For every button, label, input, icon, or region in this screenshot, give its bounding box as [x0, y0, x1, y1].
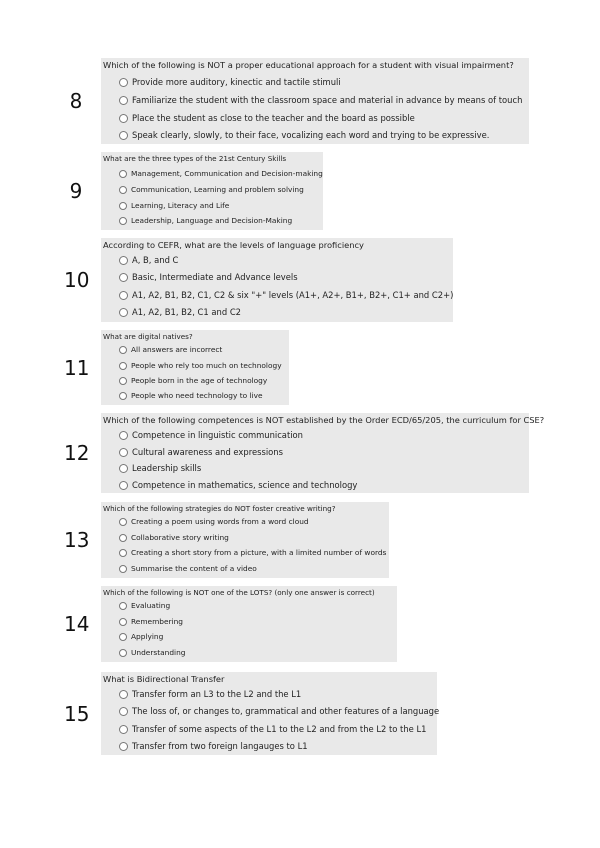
question-number: 10 [64, 268, 90, 292]
question-box [101, 238, 453, 322]
question-box [101, 58, 529, 144]
answer-option[interactable] [119, 272, 298, 282]
answer-option[interactable] [119, 741, 308, 751]
answer-option[interactable] [119, 95, 522, 105]
answer-option-label: Collaborative story writing [131, 533, 229, 542]
answer-option[interactable] [119, 617, 183, 626]
answer-option[interactable] [119, 201, 229, 210]
question-number: 13 [64, 528, 90, 552]
answer-option-label: Familiarize the student with the classroom space and material in advance by means of touch [132, 95, 523, 105]
radio-button-icon[interactable] [119, 392, 127, 400]
answer-option-label: Management, Communication and Decision-making [131, 169, 323, 178]
radio-button-icon[interactable] [119, 690, 128, 699]
answer-option[interactable] [119, 724, 426, 734]
radio-button-icon[interactable] [119, 217, 127, 225]
answer-option-label: Competence in mathematics, science and technology [132, 480, 358, 490]
answer-option[interactable] [119, 376, 267, 385]
question-box [101, 672, 440, 755]
answer-option[interactable] [119, 290, 453, 300]
question-box [101, 502, 389, 578]
answer-option-label: Summarise the content of a video [131, 564, 257, 573]
radio-button-icon[interactable] [119, 518, 127, 526]
answer-option[interactable] [119, 113, 415, 123]
radio-button-icon[interactable] [119, 256, 128, 265]
answer-option-label: People who need technology to live [131, 391, 263, 400]
radio-button-icon[interactable] [119, 170, 127, 178]
question-prompt: Which of the following is NOT one of the LOTS? (only one answer is correct) [103, 588, 375, 597]
radio-button-icon[interactable] [119, 464, 128, 473]
answer-option[interactable] [119, 77, 341, 87]
answer-option-label: Applying [131, 632, 164, 641]
answer-option[interactable] [119, 564, 257, 573]
answer-option-label: Cultural awareness and expressions [132, 447, 283, 457]
radio-button-icon[interactable] [119, 114, 128, 123]
radio-button-icon[interactable] [119, 273, 128, 282]
question-box [101, 152, 323, 230]
answer-option[interactable] [119, 480, 357, 490]
answer-option[interactable] [119, 533, 229, 542]
answer-option-label: Understanding [131, 648, 186, 657]
answer-option[interactable] [119, 345, 222, 354]
answer-option-label: Creating a short story from a picture, with a limited number of words [131, 548, 387, 557]
radio-button-icon[interactable] [119, 565, 127, 573]
answer-option-label: Competence in linguistic communication [132, 430, 303, 440]
answer-option[interactable] [119, 632, 163, 641]
question-prompt: What are digital natives? [103, 332, 193, 341]
answer-option-label: Place the student as close to the teacher and the board as possible [132, 113, 415, 123]
answer-option-label: Leadership, Language and Decision-Making [131, 216, 293, 225]
radio-button-icon[interactable] [119, 725, 128, 734]
radio-button-icon[interactable] [119, 291, 128, 300]
answer-option-label: Transfer of some aspects of the L1 to the L2 and from the L2 to the L1 [132, 724, 427, 734]
radio-button-icon[interactable] [119, 346, 127, 354]
question-box [101, 330, 289, 405]
question-number: 14 [64, 612, 90, 636]
answer-option-label: Evaluating [131, 601, 171, 610]
question-number: 9 [69, 179, 83, 203]
question-prompt: Which of the following strategies do NOT foster creative writing? [103, 504, 336, 513]
answer-option[interactable] [119, 706, 439, 716]
answer-option-label: A1, A2, B1, B2, C1 and C2 [132, 307, 241, 317]
question-number: 8 [69, 89, 83, 113]
answer-option[interactable] [119, 601, 170, 610]
answer-option-label: A1, A2, B1, B2, C1, C2 & six "+" levels (A1+, A2+, B1+, B2+, C1+ and C2+) [132, 290, 454, 300]
answer-option[interactable] [119, 185, 304, 194]
answer-option-label: People born in the age of technology [131, 376, 268, 385]
answer-option-label: The loss of, or changes to, grammatical and other features of a language [132, 706, 440, 716]
radio-button-icon[interactable] [119, 308, 128, 317]
radio-button-icon[interactable] [119, 362, 127, 370]
question-prompt: What are the three types of the 21st Century Skills [103, 154, 287, 163]
answer-option[interactable] [119, 430, 303, 440]
radio-button-icon[interactable] [119, 96, 128, 105]
radio-button-icon[interactable] [119, 377, 127, 385]
question-number: 15 [64, 701, 90, 726]
radio-button-icon[interactable] [119, 549, 127, 557]
radio-button-icon[interactable] [119, 618, 127, 626]
answer-option[interactable] [119, 361, 282, 370]
answer-option[interactable] [119, 463, 201, 473]
radio-button-icon[interactable] [119, 707, 128, 716]
question-number: 11 [64, 355, 90, 380]
answer-option[interactable] [119, 255, 178, 265]
radio-button-icon[interactable] [119, 78, 128, 87]
answer-option-label: Creating a poem using words from a word cloud [131, 517, 309, 526]
answer-option-label: Remembering [131, 617, 184, 626]
answer-option[interactable] [119, 517, 309, 526]
question-box [101, 413, 545, 493]
answer-option-label: A, B, and C [132, 255, 179, 265]
radio-button-icon[interactable] [119, 649, 127, 657]
answer-option[interactable] [119, 130, 489, 140]
question-prompt: Which of the following is NOT a proper educational approach for a student with visual impairment? [103, 60, 514, 70]
radio-button-icon[interactable] [119, 131, 128, 140]
answer-option-label: Leadership skills [132, 463, 202, 473]
answer-option-label: Speak clearly, slowly, to their face, vocalizing each word and trying to be expressive. [132, 130, 490, 140]
question-prompt: Which of the following competences is NOT established by the Order ECD/65/205, the curriculum for CSE? [103, 415, 545, 425]
radio-button-icon[interactable] [119, 742, 128, 751]
answer-option[interactable] [119, 548, 386, 557]
answer-option-label: All answers are incorrect [131, 345, 223, 354]
answer-option-label: Learning, Literacy and Life [131, 201, 230, 210]
answer-option-label: Communication, Learning and problem solving [131, 185, 304, 194]
answer-option-label: Basic, Intermediate and Advance levels [132, 272, 298, 282]
answer-option[interactable] [119, 689, 301, 699]
radio-button-icon[interactable] [119, 633, 127, 641]
radio-button-icon[interactable] [119, 448, 128, 457]
answer-option[interactable] [119, 391, 263, 400]
radio-button-icon[interactable] [119, 534, 127, 542]
radio-button-icon[interactable] [119, 481, 128, 490]
radio-button-icon[interactable] [119, 186, 127, 194]
answer-option-label: Provide more auditory, kinectic and tactile stimuli [132, 77, 341, 87]
answer-option[interactable] [119, 169, 323, 178]
answer-option-label: Transfer form an L3 to the L2 and the L1 [132, 689, 302, 699]
answer-option[interactable] [119, 447, 283, 457]
answer-option[interactable] [119, 216, 292, 225]
radio-button-icon[interactable] [119, 602, 127, 610]
question-prompt: According to CEFR, what are the levels of language proficiency [103, 240, 364, 250]
question-prompt: What is Bidirectional Transfer [103, 674, 225, 684]
radio-button-icon[interactable] [119, 431, 128, 440]
question-number: 12 [64, 441, 90, 465]
question-box [101, 586, 397, 662]
answer-option-label: People who rely too much on technology [131, 361, 282, 370]
answer-option-label: Transfer from two foreign langauges to L1 [132, 741, 308, 751]
answer-option[interactable] [119, 307, 241, 317]
answer-option[interactable] [119, 648, 185, 657]
radio-button-icon[interactable] [119, 202, 127, 210]
